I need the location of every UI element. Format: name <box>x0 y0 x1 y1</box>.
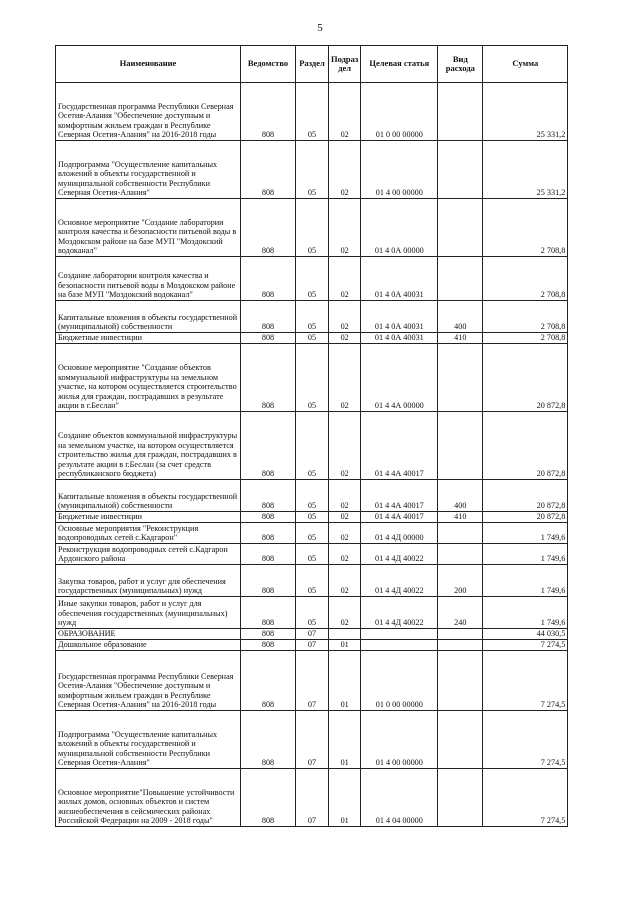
row-type <box>438 711 483 769</box>
row-section: 07 <box>296 769 329 827</box>
row-name: Подпрограмма "Осуществление капитальных вложений в объекты государственной и муниципальной собственности Республики Северная Осетия-Алания" <box>56 711 241 769</box>
row-subsection: 02 <box>329 544 361 565</box>
row-name: Капитальные вложения в объекты государственной (муниципальной) собственности <box>56 480 241 512</box>
row-target: 01 4 4А 40017 <box>361 412 438 480</box>
header-name: Наименование <box>56 46 241 83</box>
row-section: 07 <box>296 640 329 651</box>
row-sum: 7 274,5 <box>483 711 568 769</box>
row-target: 01 4 0А 00000 <box>361 199 438 257</box>
row-subsection: 02 <box>329 412 361 480</box>
row-section: 05 <box>296 333 329 344</box>
row-name: Дошкольное образование <box>56 640 241 651</box>
row-name: Основное мероприятие "Создание объектов коммунальной инфраструктуры на земельном участке, на котором осуществляется строительство жилья для граждан, пострадавших в результате акции в г.Беслан" <box>56 344 241 412</box>
row-dept: 808 <box>241 629 296 640</box>
header-sum: Сумма <box>483 46 568 83</box>
table-row <box>56 199 568 257</box>
row-sum: 20 872,8 <box>483 512 568 523</box>
header-type: Вид расхода <box>438 46 483 83</box>
row-section: 05 <box>296 523 329 544</box>
row-sum: 2 708,8 <box>483 257 568 301</box>
row-type: 410 <box>438 512 483 523</box>
row-subsection: 02 <box>329 83 361 141</box>
row-section: 05 <box>296 83 329 141</box>
row-target <box>361 629 438 640</box>
row-dept: 808 <box>241 523 296 544</box>
table-row <box>56 344 568 412</box>
row-dept: 808 <box>241 83 296 141</box>
row-subsection <box>329 629 361 640</box>
row-name: Создание объектов коммунальной инфраструктуры на земельном участке, на котором осуществляется строительство жилья для граждан, пострадавших в результате акции в г.Беслан (за счет средств республиканского бюджета) <box>56 412 241 480</box>
row-section: 05 <box>296 512 329 523</box>
row-sum: 7 274,5 <box>483 640 568 651</box>
row-target: 01 4 4Д 40022 <box>361 544 438 565</box>
row-section: 05 <box>296 597 329 629</box>
row-target: 01 4 0А 40031 <box>361 301 438 333</box>
row-section: 05 <box>296 544 329 565</box>
row-target: 01 4 4Д 40022 <box>361 597 438 629</box>
row-target: 01 4 4Д 00000 <box>361 523 438 544</box>
table-row <box>56 640 568 651</box>
row-dept: 808 <box>241 480 296 512</box>
row-subsection: 02 <box>329 565 361 597</box>
row-name: Реконструкция водопроводных сетей с.Кадгарон Ардонского района <box>56 544 241 565</box>
row-dept: 808 <box>241 257 296 301</box>
row-section: 07 <box>296 651 329 711</box>
row-sum: 1 749,6 <box>483 544 568 565</box>
row-sum: 1 749,6 <box>483 597 568 629</box>
table-row <box>56 629 568 640</box>
row-name: Основное мероприятие "Создание лаборатории контроля качества и безопасности питьевой воды в Моздокском районе на базе МУП "Моздокский водоканал" <box>56 199 241 257</box>
row-name: Создание лаборатории контроля качества и безопасности питьевой воды в Моздокском районе на базе МУП "Моздокский водоканал" <box>56 257 241 301</box>
row-section: 07 <box>296 711 329 769</box>
row-name: Капитальные вложения в объекты государственной (муниципальной) собственности <box>56 301 241 333</box>
row-type <box>438 412 483 480</box>
row-dept: 808 <box>241 769 296 827</box>
row-subsection: 02 <box>329 141 361 199</box>
row-target <box>361 640 438 651</box>
row-sum: 1 749,6 <box>483 523 568 544</box>
row-section: 05 <box>296 344 329 412</box>
page-number: 5 <box>317 22 323 34</box>
row-subsection: 01 <box>329 651 361 711</box>
row-dept: 808 <box>241 344 296 412</box>
row-target: 01 4 4Д 40022 <box>361 565 438 597</box>
row-type <box>438 83 483 141</box>
table-row <box>56 769 568 827</box>
row-sum: 7 274,5 <box>483 651 568 711</box>
row-type <box>438 257 483 301</box>
row-name: Бюджетные инвестиции <box>56 333 241 344</box>
row-target: 01 4 0А 40031 <box>361 257 438 301</box>
row-target: 01 4 04 00000 <box>361 769 438 827</box>
row-dept: 808 <box>241 141 296 199</box>
row-section: 05 <box>296 257 329 301</box>
row-name: Подпрограмма "Осуществление капитальных вложений в объекты государственной и муниципальной собственности Республики Северная Осетия-Алания" <box>56 141 241 199</box>
table-row <box>56 333 568 344</box>
header-target: Целевая статья <box>361 46 438 83</box>
row-target: 01 4 00 00000 <box>361 141 438 199</box>
row-subsection: 02 <box>329 257 361 301</box>
row-dept: 808 <box>241 333 296 344</box>
row-sum: 20 872,8 <box>483 412 568 480</box>
row-name: Основное мероприятие"Повышение устойчивости жилых домов, основных объектов и систем жизнеобеспечения в сейсмических районах Российской Федерации на 2009 - 2018 годы" <box>56 769 241 827</box>
row-target: 01 0 00 00000 <box>361 83 438 141</box>
header-dept: Ведомство <box>241 46 296 83</box>
row-dept: 808 <box>241 199 296 257</box>
row-section: 07 <box>296 629 329 640</box>
row-dept: 808 <box>241 301 296 333</box>
header-section: Раздел <box>296 46 329 83</box>
row-sum: 25 331,2 <box>483 141 568 199</box>
row-section: 05 <box>296 301 329 333</box>
row-dept: 808 <box>241 565 296 597</box>
row-subsection: 01 <box>329 640 361 651</box>
row-sum: 1 749,6 <box>483 565 568 597</box>
table-row <box>56 141 568 199</box>
row-sum: 2 708,8 <box>483 199 568 257</box>
header-row <box>56 46 568 83</box>
table-row <box>56 83 568 141</box>
row-target: 01 0 00 00000 <box>361 651 438 711</box>
row-sum: 7 274,5 <box>483 769 568 827</box>
row-target: 01 4 0А 40031 <box>361 333 438 344</box>
table-row <box>56 565 568 597</box>
row-sum: 44 030,5 <box>483 629 568 640</box>
row-section: 05 <box>296 565 329 597</box>
table-row <box>56 480 568 512</box>
row-name: Основные мероприятия "Реконструкция водопроводных сетей с.Кадгарон" <box>56 523 241 544</box>
row-subsection: 02 <box>329 333 361 344</box>
row-name: Иные закупки товаров, работ и услуг для обеспечения государственных (муниципальных) нужд <box>56 597 241 629</box>
row-subsection: 02 <box>329 523 361 544</box>
row-type <box>438 523 483 544</box>
row-sum: 25 331,2 <box>483 83 568 141</box>
row-dept: 808 <box>241 412 296 480</box>
table-row <box>56 523 568 544</box>
row-subsection: 02 <box>329 344 361 412</box>
row-subsection: 02 <box>329 480 361 512</box>
row-name: Государственная программа Республики Северная Осетия-Алания "Обеспечение доступным и комфортным жильем граждан в Республике Северная Осетия-Алания" на 2016-2018 годы <box>56 651 241 711</box>
header-subsection: Подраз дел <box>329 46 361 83</box>
row-subsection: 02 <box>329 301 361 333</box>
row-dept: 808 <box>241 651 296 711</box>
row-target: 01 4 4А 40017 <box>361 480 438 512</box>
row-subsection: 02 <box>329 199 361 257</box>
row-dept: 808 <box>241 512 296 523</box>
row-name: Бюджетные инвестиции <box>56 512 241 523</box>
row-type <box>438 199 483 257</box>
row-target: 01 4 4А 00000 <box>361 344 438 412</box>
table-row <box>56 651 568 711</box>
row-type <box>438 640 483 651</box>
row-type: 400 <box>438 480 483 512</box>
row-subsection: 01 <box>329 711 361 769</box>
table-row <box>56 257 568 301</box>
row-type: 400 <box>438 301 483 333</box>
row-dept: 808 <box>241 597 296 629</box>
budget-table <box>55 45 568 827</box>
table-row <box>56 711 568 769</box>
row-type <box>438 769 483 827</box>
row-name: ОБРАЗОВАНИЕ <box>56 629 241 640</box>
row-type: 410 <box>438 333 483 344</box>
row-section: 05 <box>296 199 329 257</box>
row-sum: 2 708,8 <box>483 333 568 344</box>
row-section: 05 <box>296 141 329 199</box>
table-row <box>56 301 568 333</box>
row-target: 01 4 00 00000 <box>361 711 438 769</box>
row-dept: 808 <box>241 711 296 769</box>
row-sum: 20 872,8 <box>483 480 568 512</box>
row-type <box>438 141 483 199</box>
row-section: 05 <box>296 412 329 480</box>
row-sum: 20 872,8 <box>483 344 568 412</box>
row-type: 200 <box>438 565 483 597</box>
table-row <box>56 597 568 629</box>
row-target: 01 4 4А 40017 <box>361 512 438 523</box>
row-subsection: 02 <box>329 597 361 629</box>
row-type <box>438 344 483 412</box>
table-row <box>56 512 568 523</box>
row-type <box>438 629 483 640</box>
row-subsection: 01 <box>329 769 361 827</box>
row-type <box>438 544 483 565</box>
table-row <box>56 412 568 480</box>
row-name: Государственная программа Республики Северная Осетия-Алания "Обеспечение доступным и комфортным жильем граждан в Республике Северная Осетия-Алания" на 2016-2018 годы <box>56 83 241 141</box>
row-name: Закупка товаров, работ и услуг для обеспечения государственных (муниципальных) нужд <box>56 565 241 597</box>
row-sum: 2 708,8 <box>483 301 568 333</box>
row-dept: 808 <box>241 640 296 651</box>
row-type: 240 <box>438 597 483 629</box>
table-row <box>56 544 568 565</box>
row-type <box>438 651 483 711</box>
row-dept: 808 <box>241 544 296 565</box>
row-subsection: 02 <box>329 512 361 523</box>
row-section: 05 <box>296 480 329 512</box>
